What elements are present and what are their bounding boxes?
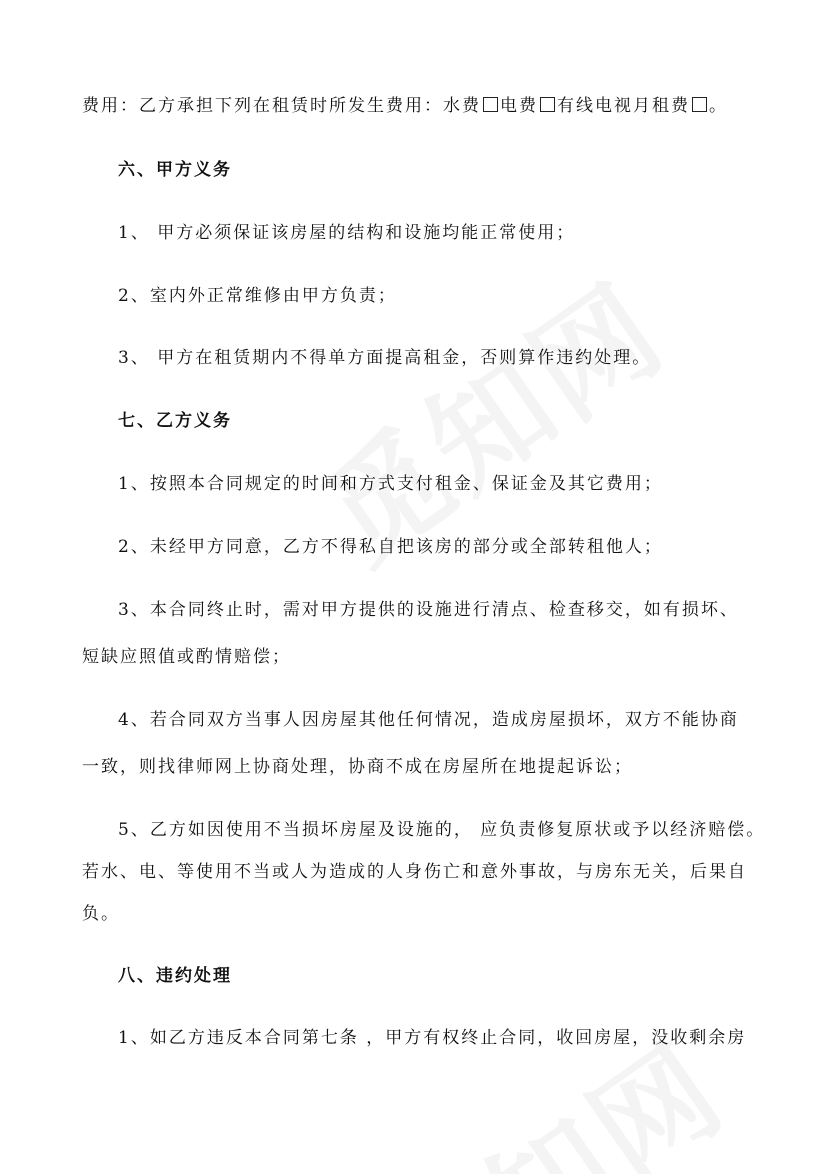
section-7-item-5-line-3: 负。 xyxy=(82,904,120,924)
water-fee-checkbox[interactable] xyxy=(483,97,498,112)
section-7-item-3-line-2: 短缺应照值或酌情赔偿； xyxy=(82,647,291,667)
fee-line xyxy=(0,94,830,118)
fee-line-end: 。 xyxy=(709,96,728,116)
section-7-item-5-line-2: 若水、电、等使用不当或人为造成的人身伤亡和意外事故，与房东无关，后果自 xyxy=(82,862,747,882)
section-7-item-4-line-1: 4、若合同双方当事人因房屋其他任何情况，造成房屋损坏，双方不能协商 xyxy=(118,710,739,730)
section-6-item-3: 3、 甲方在租赁期内不得单方面提高租金，否则算作违约处理。 xyxy=(118,348,652,368)
section-6-item-2: 2、室内外正常维修由甲方负责； xyxy=(118,286,397,306)
fee-item-cable: 有线电视月租费 xyxy=(557,96,690,116)
section-7-item-4-line-2: 一致，则找律师网上协商处理，协商不成在房屋所在地提起诉讼； xyxy=(82,757,633,777)
section-7-title: 七、乙方义务 xyxy=(118,411,232,431)
section-6-title: 六、甲方义务 xyxy=(118,160,232,180)
section-6-item-1: 1、 甲方必须保证该房屋的结构和设施均能正常使用； xyxy=(118,223,576,243)
electric-fee-checkbox[interactable] xyxy=(540,97,555,112)
fee-item-water: 水费 xyxy=(443,96,481,116)
fee-line-prefix: 费用：乙方承担下列在租赁时所发生费用： xyxy=(82,96,443,116)
watermark xyxy=(345,997,753,1174)
section-8-item-1: 1、如乙方违反本合同第七条 ，甲方有权终止合同，收回房屋，没收剩余房 xyxy=(118,1028,747,1048)
cable-fee-checkbox[interactable] xyxy=(692,97,707,112)
section-7-item-5-line-1: 5、乙方如因使用不当损坏房屋及设施的， 应负责修复原状或予以经济赔偿。 xyxy=(118,820,766,840)
section-7-item-1: 1、按照本合同规定的时间和方式支付租金、保证金及其它费用； xyxy=(118,474,663,494)
fee-item-electric: 电费 xyxy=(500,96,538,116)
section-7-item-3-line-1: 3、本合同终止时，需对甲方提供的设施进行清点、检查移交，如有损坏、 xyxy=(118,600,739,620)
section-7-item-2: 2、未经甲方同意，乙方不得私自把该房的部分或全部转租他人； xyxy=(118,537,663,557)
section-8-title: 八、违约处理 xyxy=(118,966,232,986)
